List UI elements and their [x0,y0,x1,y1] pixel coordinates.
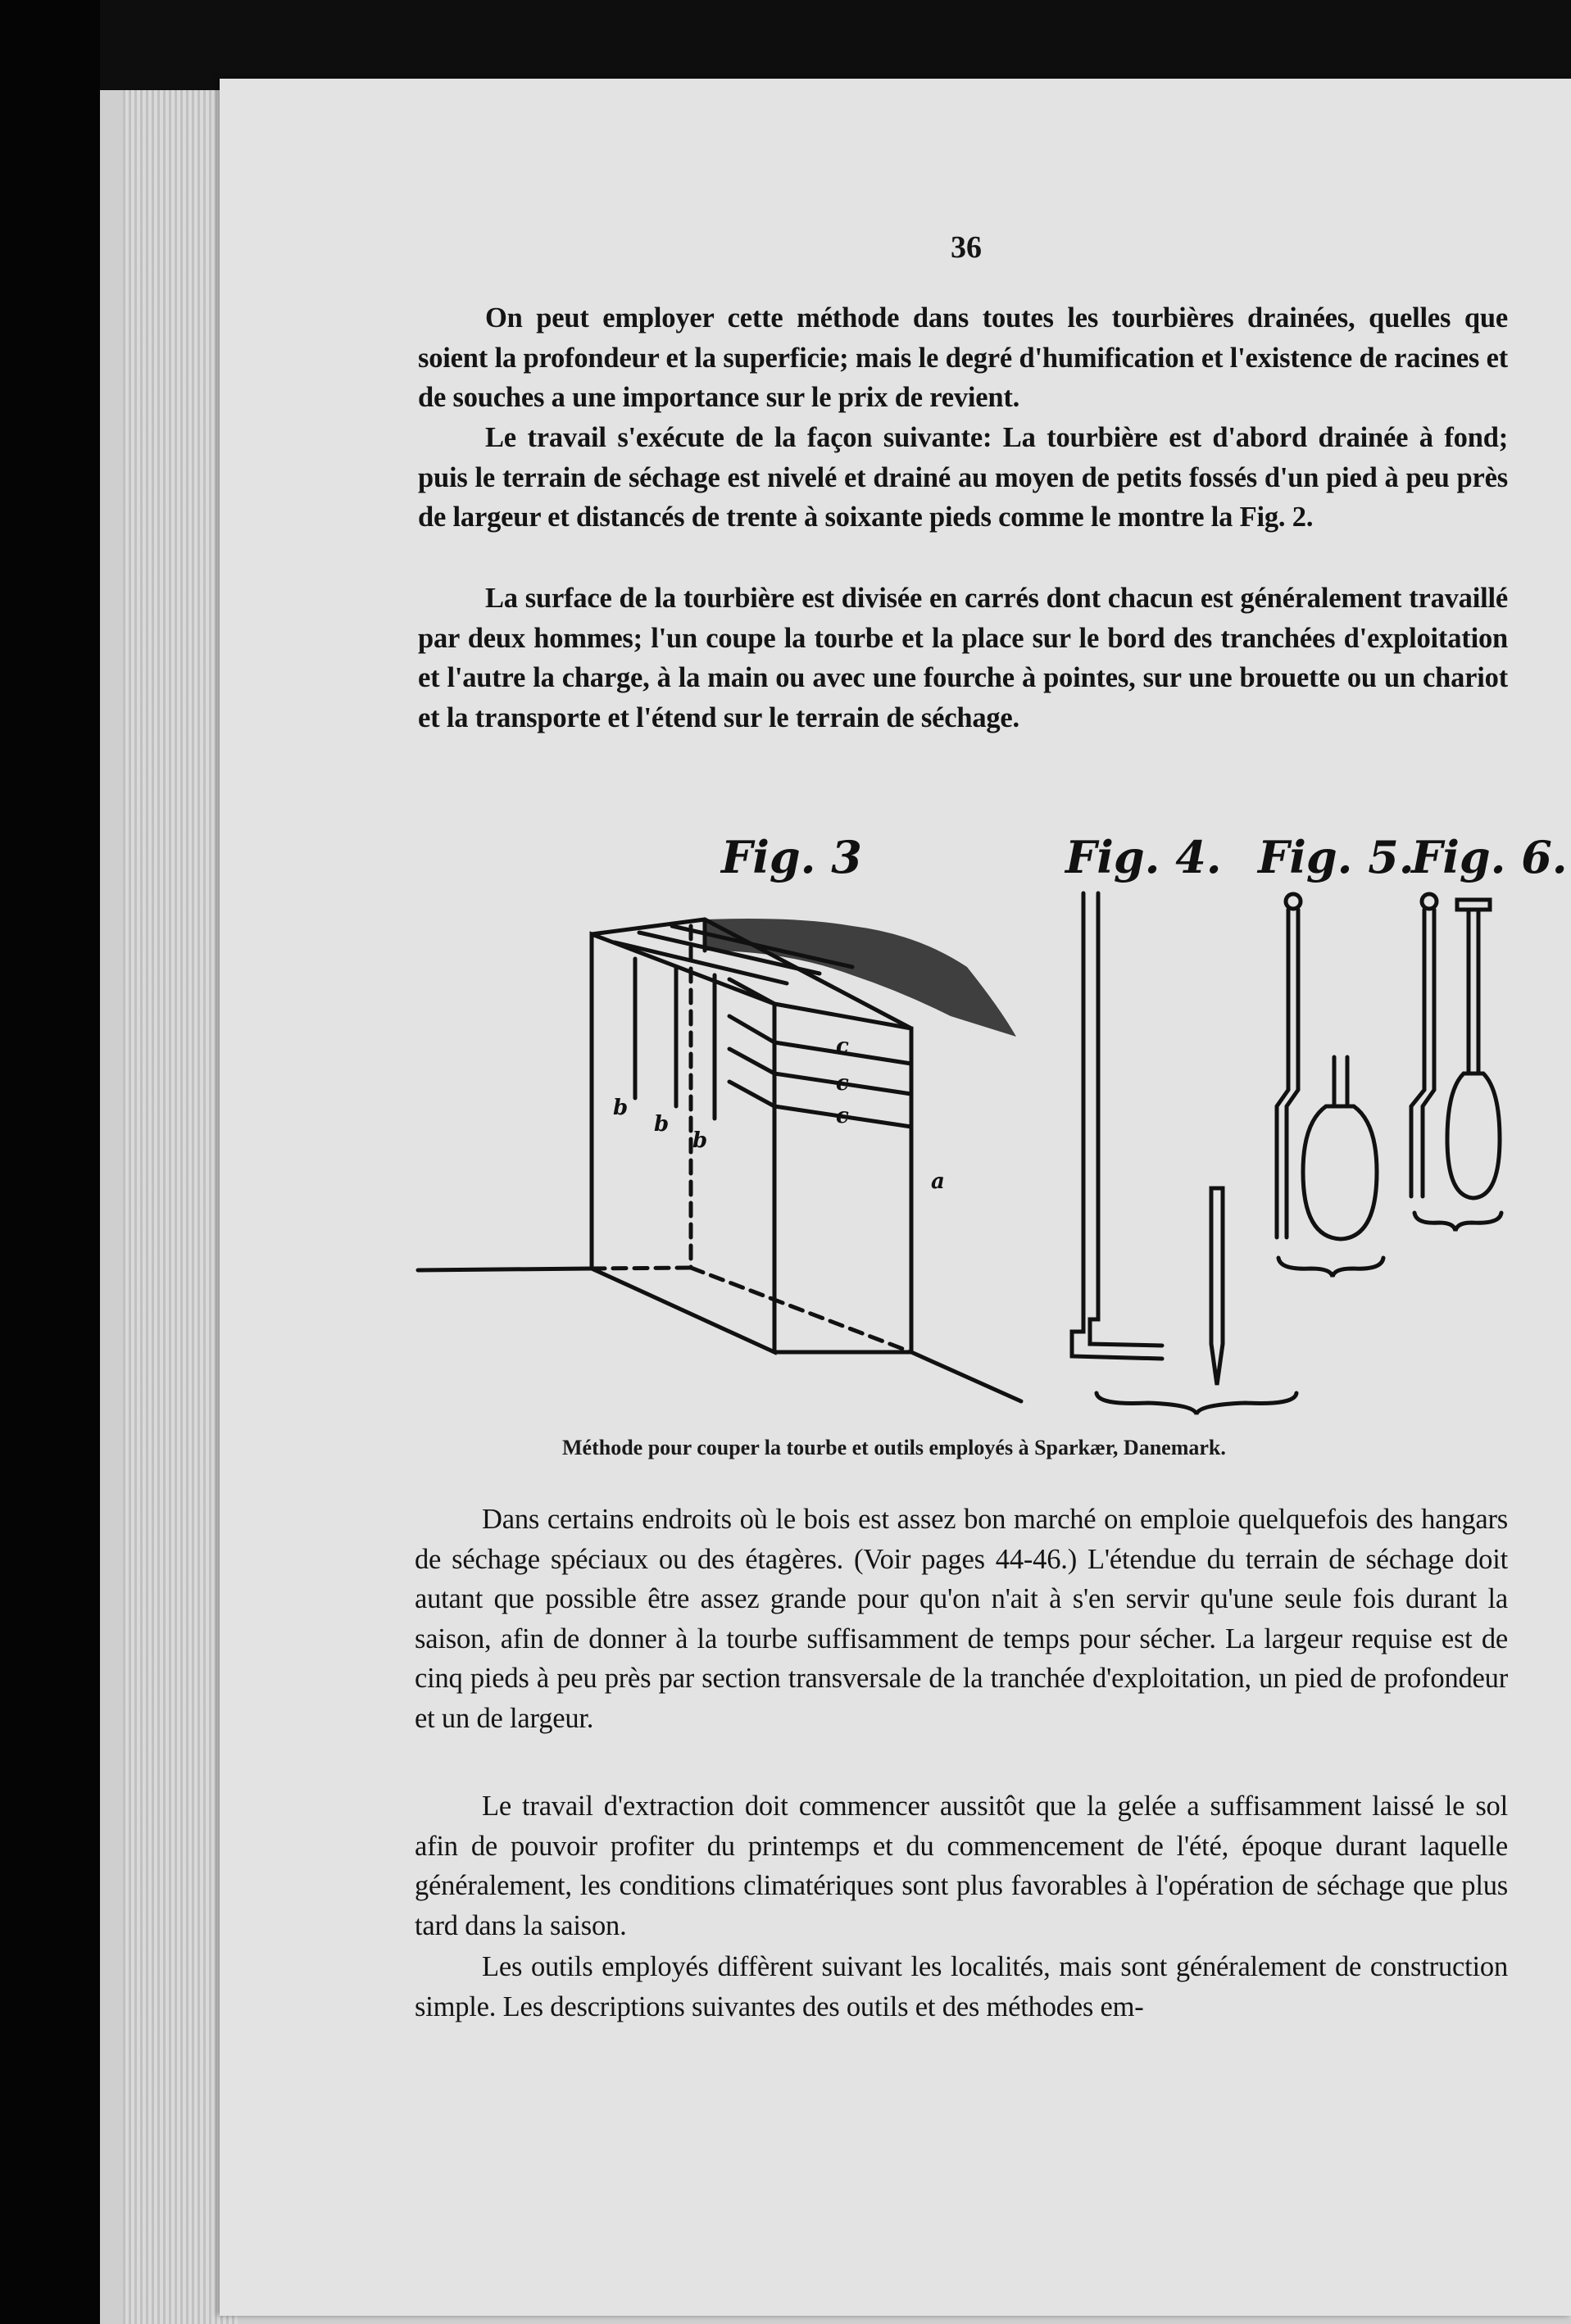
paragraph-6: Les outils employés diffèrent suivant les localités, mais sont généralement de construction simple. Les descriptions suivantes des outils et des méthodes em- [415,1951,1508,2022]
mark-a: a [931,1169,945,1194]
paragraph-3: La surface de la tourbière est divisée en carrés dont chacun est généralement travaillé par deux hommes; l'un coupe la tourbe et la place sur le bord des tranchées d'exploitation et l'autre la charge, à la main ou avec une fourche à pointes, sur une brouette ou un chariot et la transporte et l'étend sur le terrain de séchage. [418,583,1508,733]
spade-short [1211,1188,1223,1385]
figure-illustration [410,828,1568,1418]
paragraph-2: Le travail s'exécute de la façon suivante: La tourbière est d'abord drainée à fond; puis le terrain de séchage est nivelé et drainé au moyen de petits fossés d'un pied à peu près de largeur et distancés de trente à soixante pieds comme le montre la Fig. 2. [418,422,1508,533]
page-number: 36 [951,230,982,265]
mark-c-1: c [836,1034,849,1059]
scan-background [0,0,100,2324]
mark-c-2: c [836,1071,849,1096]
mark-b-2: b [654,1112,670,1137]
figure-caption: Méthode pour couper la tourbe et outils employés à Sparkær, Danemark. [562,1436,1226,1459]
slope-line [911,1352,1021,1401]
mark-b-3: b [692,1128,708,1153]
fig-label-3: Fig. 3 [721,831,862,883]
figure-drawing [410,828,1568,1418]
mark-c-3: c [836,1104,849,1128]
fig-label-4: Fig. 4. [1065,831,1222,883]
spade-long [1072,893,1162,1359]
paragraph-4: Dans certains endroits où le bois est assez bon marché on emploie quelquefois des hangars de séchage spéciaux ou des étagères. (Voir pages 44-46.) L'étendue du terrain de séchage doit autant que possible être assez grande pour qu'on n'ait à s'en servir qu'une seule fois durant la saison, afin de donner à la tourbe suffisamment de temps pour sécher. La largeur requise est de cinq pieds à peu près par section transversale de la tranchée d'exploitation, un pied de profondeur et un de largeur. [415,1504,1508,1734]
ground-line [418,1269,592,1270]
block-left-face [592,934,774,1352]
paragraph-5: Le travail d'extraction doit commencer aussitôt que la gelée a suffisamment laissé le sol afin de pouvoir profiter du printemps et du commencement de l'été, époque durant laquelle généralement, les conditions climatériques sont plus favorables à l'opération de séchage que plus tard dans la saison. [415,1791,1508,1941]
paragraph-1: On peut employer cette méthode dans toutes les tourbières drainées, quelles que soient la profondeur et la superficie; mais le degré d'humification et l'existence de racines et de souches a une importance sur le prix de revient. [418,302,1508,413]
mark-b-1: b [613,1096,629,1120]
fig-label-6: Fig. 6. [1411,831,1568,883]
fig-label-5: Fig. 5. [1258,831,1414,883]
